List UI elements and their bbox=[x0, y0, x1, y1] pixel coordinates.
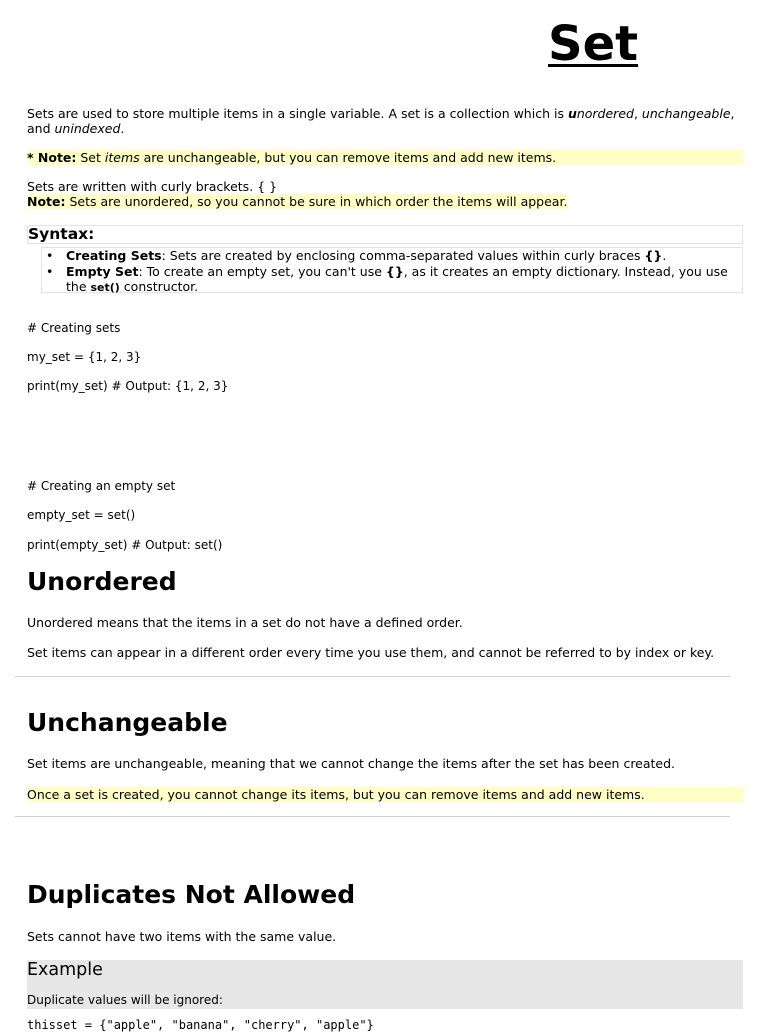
unchangeable-p2: Once a set is created, you cannot change its items, but you can remove items and add new items. bbox=[27, 787, 645, 802]
bullet-creating-sets-text: : Sets are created by enclosing comma-separated values within curly braces bbox=[161, 248, 645, 263]
intro-and: and bbox=[27, 121, 55, 136]
note1 bbox=[27, 150, 743, 165]
bullet-empty-set-end: constructor. bbox=[119, 279, 199, 294]
code-print-empty-set: print(empty_set) # Output: set() bbox=[27, 538, 223, 552]
intro-paragraph bbox=[27, 106, 743, 136]
code-comment-empty: # Creating an empty set bbox=[27, 479, 176, 493]
intro-sep1: , bbox=[633, 106, 642, 121]
unordered-p1: Unordered means that the items in a set do not have a defined order. bbox=[27, 615, 463, 630]
divider-2 bbox=[15, 816, 730, 817]
heading-unordered: Unordered bbox=[27, 567, 177, 596]
example-title: Example bbox=[27, 960, 103, 980]
code-print-my-set: print(my_set) # Output: {1, 2, 3} bbox=[27, 379, 229, 393]
note2-text: Sets are unordered, so you cannot be sure in which order the items will appear. bbox=[65, 194, 568, 209]
unchangeable-p1: Set items are unchangeable, meaning that we cannot change the items after the set has been created. bbox=[27, 756, 676, 771]
intro-end: . bbox=[120, 121, 125, 136]
intro-unordered: nordered bbox=[576, 106, 634, 121]
code-my-set: my_set = {1, 2, 3} bbox=[27, 350, 142, 364]
note2-label: Note: bbox=[27, 194, 66, 209]
bullet-empty-set-bold: Empty Set bbox=[66, 263, 139, 279]
curly-text: Sets are written with curly brackets. { } bbox=[27, 179, 278, 194]
bullet-empty-set-text: : To create an empty set, you can't use bbox=[138, 263, 386, 279]
intro-unindexed: unindexed bbox=[54, 121, 121, 136]
intro-sep2: , bbox=[730, 106, 735, 121]
example-description: Duplicate values will be ignored: bbox=[27, 993, 223, 1007]
bullet-empty-set-code2: set() bbox=[90, 281, 120, 294]
note2 bbox=[27, 194, 743, 209]
page-title: Set bbox=[548, 16, 639, 72]
intro-unchangeable: unchangeable bbox=[641, 106, 731, 121]
example-code: thisset = {"apple", "banana", "cherry", "apple"} bbox=[27, 1018, 374, 1032]
heading-unchangeable: Unchangeable bbox=[27, 708, 228, 737]
bullet-creating-sets-bold: Creating Sets bbox=[66, 248, 162, 263]
bullet-creating-sets bbox=[66, 248, 742, 264]
syntax-bullets bbox=[41, 247, 743, 293]
intro-u: u bbox=[567, 106, 577, 121]
code-comment-creating: # Creating sets bbox=[27, 321, 121, 335]
duplicates-p1: Sets cannot have two items with the same value. bbox=[27, 929, 337, 944]
divider-1 bbox=[15, 676, 730, 677]
bullet-creating-sets-end: . bbox=[662, 248, 667, 263]
unordered-p2: Set items can appear in a different order every time you use them, and cannot be referred to by index or key. bbox=[27, 645, 715, 660]
bullet-empty-set-code: {} bbox=[385, 263, 404, 279]
code-empty-set: empty_set = set() bbox=[27, 508, 136, 522]
bullet-empty-set bbox=[66, 264, 742, 296]
note1-post: are unchangeable, but you can remove items and add new items. bbox=[139, 150, 557, 165]
heading-duplicates: Duplicates Not Allowed bbox=[27, 880, 356, 909]
intro-text: Sets are used to store multiple items in a single variable. A set is a collection which is bbox=[27, 106, 568, 121]
bullet-empty-set-mid: , as it creates an empty dictionary. Instead, you use the bbox=[66, 263, 728, 294]
bullet-creating-sets-code: {} bbox=[644, 248, 663, 263]
note1-items: items bbox=[104, 150, 140, 165]
note1-pre: Set bbox=[76, 150, 105, 165]
note1-label: * Note: bbox=[27, 150, 77, 165]
syntax-heading: Syntax: bbox=[27, 225, 743, 244]
